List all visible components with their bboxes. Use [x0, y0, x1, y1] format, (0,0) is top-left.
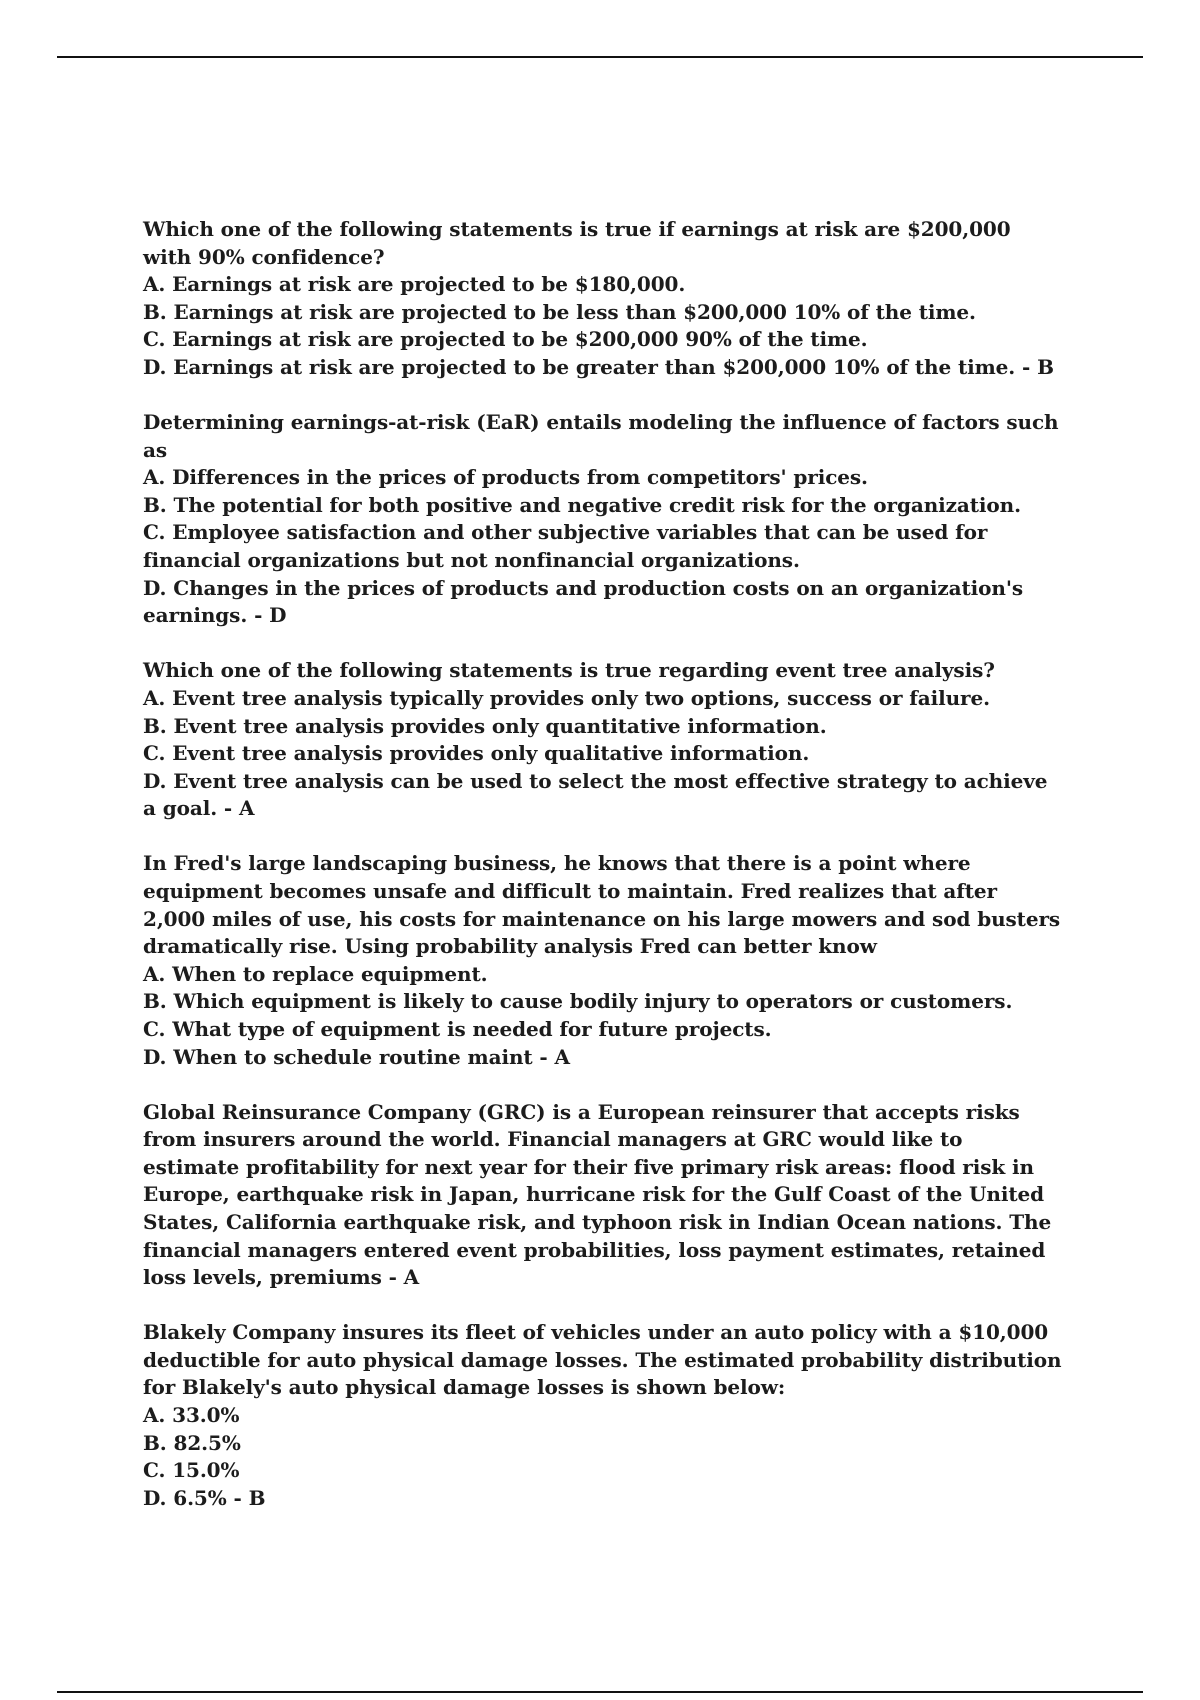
question-3	[143, 657, 1063, 823]
answer-option: A. When to replace equipment.	[143, 961, 488, 986]
question-1	[143, 216, 1063, 382]
answer-option: C. 15.0%	[143, 1458, 240, 1483]
answer-option: A. Event tree analysis typically provides only two options, success or failure.	[143, 685, 990, 710]
answer-option: D. Event tree analysis can be used to select the most effective strategy to achieve a goal. - A	[143, 768, 1048, 821]
answer-option: A. Earnings at risk are projected to be $180,000.	[143, 272, 686, 297]
answer-option: D. Earnings at risk are projected to be greater than $200,000 10% of the time. - B	[143, 354, 1054, 379]
top-rule	[57, 56, 1143, 58]
answer-option: B. The potential for both positive and negative credit risk for the organization.	[143, 492, 1021, 517]
answer-option: A. Differences in the prices of products from competitors' prices.	[143, 465, 868, 490]
question-5	[143, 1099, 1063, 1292]
bottom-rule	[57, 1691, 1143, 1693]
answer-option: B. Which equipment is likely to cause bodily injury to operators or customers.	[143, 989, 1013, 1014]
question-stem: In Fred's large landscaping business, he knows that there is a point where equipment becomes unsafe and difficult to maintain. Fred realizes that after 2,000 miles of use, his costs for maintenance on his large mowers and sod busters dramatically rise. Using probability analysis Fred can better know	[143, 851, 1061, 959]
answer-option: D. 6.5% - B	[143, 1485, 266, 1510]
question-stem: Blakely Company insures its fleet of vehicles under an auto policy with a $10,000 deductible for auto physical damage losses. The estimated probability distribution for Blakely's auto physical damage losses is shown below:	[143, 1320, 1062, 1400]
question-stem: Global Reinsurance Company (GRC) is a European reinsurer that accepts risks from insurers around the world. Financial managers at GRC would like to estimate profitability for next year for their five primary risk areas: flood risk in Europe, earthquake risk in Japan, hurricane risk for the Gulf Coast of the United States, California earthquake risk, and typhoon risk in Indian Ocean nations. The financial managers entered event probabilities, loss payment estimates, retained loss levels, premiums - A	[143, 1099, 1052, 1290]
answer-option: B. Earnings at risk are projected to be less than $200,000 10% of the time.	[143, 299, 976, 324]
answer-option: B. Event tree analysis provides only quantitative information.	[143, 713, 827, 738]
document-body	[143, 216, 1063, 1540]
question-stem: Which one of the following statements is true regarding event tree analysis?	[143, 658, 995, 683]
answer-option: D. When to schedule routine maint - A	[143, 1044, 570, 1069]
answer-option: C. Event tree analysis provides only qualitative information.	[143, 741, 810, 766]
answer-option: C. What type of equipment is needed for future projects.	[143, 1016, 772, 1041]
question-stem: Determining earnings-at-risk (EaR) entails modeling the influence of factors such as	[143, 410, 1059, 462]
answer-option: B. 82.5%	[143, 1430, 241, 1455]
question-stem: Which one of the following statements is true if earnings at risk are $200,000 with 90% confidence?	[143, 217, 1011, 269]
answer-option: A. 33.0%	[143, 1403, 240, 1428]
answer-option: C. Earnings at risk are projected to be $200,000 90% of the time.	[143, 327, 868, 352]
answer-option: D. Changes in the prices of products and production costs on an organization's earnings. - D	[143, 575, 1024, 628]
question-4	[143, 850, 1063, 1071]
answer-option: C. Employee satisfaction and other subjective variables that can be used for financial organizations but not nonfinancial organizations.	[143, 520, 988, 573]
question-6	[143, 1319, 1063, 1512]
question-2	[143, 409, 1063, 630]
